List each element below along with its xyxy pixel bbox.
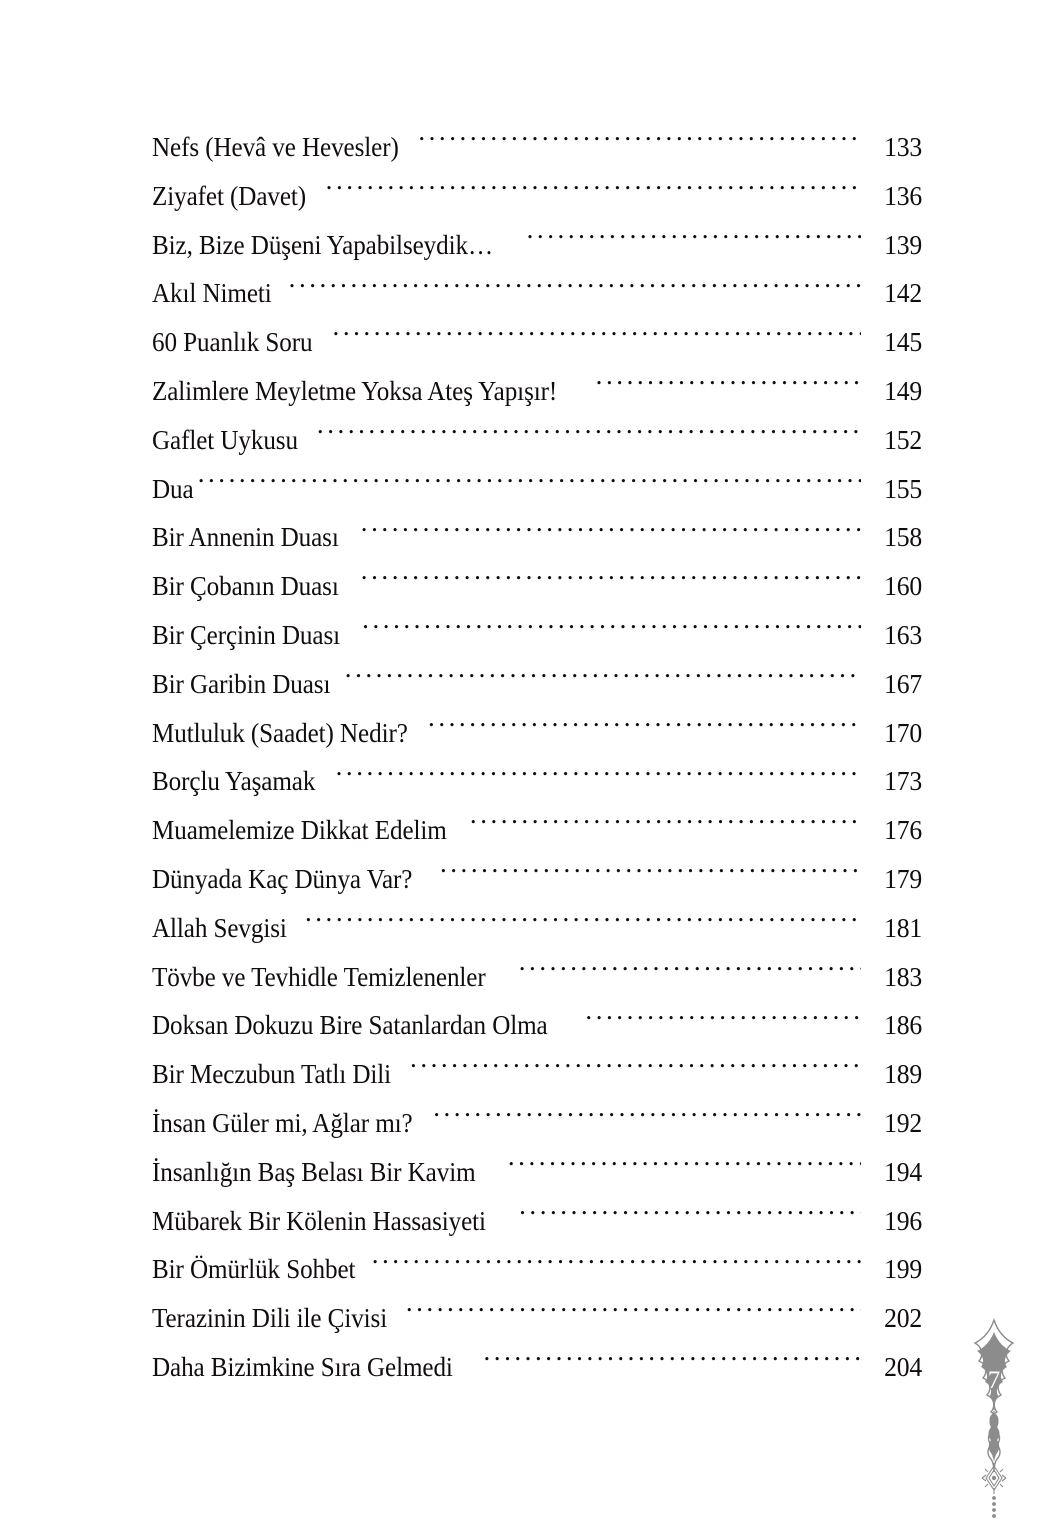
- toc-entry[interactable]: [152, 1050, 922, 1099]
- toc-entry-title: İnsan Güler mi, Ağlar mı?: [152, 1107, 413, 1138]
- toc-dot-leader: [406, 1300, 861, 1327]
- toc-entry-title: Dünyada Kaç Dünya Var?: [152, 863, 413, 894]
- toc-dot-leader: [361, 568, 861, 595]
- toc-entry-title: Mutluluk (Saadet) Nedir?: [152, 717, 408, 748]
- toc-entry-page-number: 136: [884, 180, 922, 211]
- toc-entry-page-number: 142: [884, 278, 922, 309]
- toc-entry[interactable]: [152, 1197, 922, 1246]
- toc-entry[interactable]: [152, 1343, 922, 1392]
- toc-dot-leader: [483, 1349, 861, 1376]
- toc-entry-title: Borçlu Yaşamak: [152, 766, 316, 797]
- toc-dot-leader: [527, 227, 861, 254]
- toc-dot-leader: [428, 715, 861, 742]
- toc-entry[interactable]: [152, 953, 922, 1002]
- toc-dot-leader: [336, 763, 861, 790]
- toc-entry-page-number: 158: [884, 522, 922, 553]
- toc-entry-page-number: 145: [884, 327, 922, 358]
- toc-entry-title: Ziyafet (Davet): [152, 180, 307, 211]
- toc-entry-title: Terazinin Dili ile Çivisi: [152, 1303, 388, 1334]
- toc-entry-page-number: 186: [884, 1010, 922, 1041]
- toc-entry[interactable]: [152, 757, 922, 806]
- ornament-diamond-center: [992, 1476, 996, 1480]
- toc-dot-leader: [470, 812, 861, 839]
- toc-entry-title: Nefs (Hevâ ve Hevesler): [152, 132, 399, 162]
- toc-dot-leader: [333, 324, 861, 351]
- toc-entry[interactable]: [152, 172, 922, 221]
- toc-entry[interactable]: [152, 367, 922, 416]
- toc-dot-leader: [372, 1251, 861, 1278]
- toc-entry-page-number: 192: [884, 1107, 922, 1138]
- toc-entry-title: Dua: [152, 473, 194, 504]
- toc-entry[interactable]: [152, 904, 922, 953]
- toc-entry-page-number: 139: [884, 229, 922, 260]
- toc-entry-title: Bir Garibin Duası: [152, 668, 331, 699]
- toc-entry-title: Biz, Bize Düşeni Yapabilseydik…: [152, 229, 493, 260]
- toc-entry-page-number: 199: [884, 1254, 922, 1285]
- toc-dot-leader: [440, 861, 861, 888]
- toc-dot-leader: [519, 959, 861, 986]
- toc-entry[interactable]: [152, 269, 922, 318]
- toc-entry-title: Bir Annenin Duası: [152, 522, 339, 553]
- toc-dot-leader: [596, 373, 861, 400]
- toc-entry-page-number: 179: [884, 863, 922, 894]
- toc-entry[interactable]: [152, 1294, 922, 1343]
- toc-entry-page-number: 155: [884, 473, 922, 504]
- toc-entry-page-number: 196: [884, 1205, 922, 1236]
- toc-entry-title: Gaflet Uykusu: [152, 424, 298, 455]
- toc-entry[interactable]: [152, 855, 922, 904]
- toc-dot-leader: [410, 1056, 861, 1083]
- toc-entry-title: Tövbe ve Tevhidle Temizlenenler: [152, 961, 486, 992]
- toc-entry-page-number: 202: [884, 1303, 922, 1334]
- toc-entry-page-number: 152: [884, 424, 922, 455]
- toc-entry[interactable]: [152, 660, 922, 709]
- toc-entry-title: Mübarek Bir Kölenin Hassasiyeti: [152, 1205, 486, 1236]
- toc-entry-page-number: 183: [884, 961, 922, 992]
- toc-entry[interactable]: [152, 806, 922, 855]
- toc-entry[interactable]: [152, 1148, 922, 1197]
- toc-entry-title: Akıl Nimeti: [152, 278, 272, 309]
- page-number-ornament: [944, 1316, 1044, 1526]
- toc-entry-page-number: 133: [884, 132, 922, 162]
- folio-ornament-graphic: [944, 1316, 1044, 1526]
- toc-entry-page-number: 181: [884, 912, 922, 943]
- toc-entry-page-number: 170: [884, 717, 922, 748]
- ornament-body: [977, 1332, 1011, 1464]
- folio-page-number: 7: [987, 1367, 1001, 1394]
- toc-dot-leader: [519, 1203, 861, 1230]
- toc-entry-page-number: 194: [884, 1156, 922, 1187]
- toc-entry-title: Allah Sevgisi: [152, 912, 287, 943]
- toc-dot-leader: [198, 471, 861, 498]
- toc-entry[interactable]: [152, 611, 922, 660]
- toc-entry-title: İnsanlığın Baş Belası Bir Kavim: [152, 1156, 476, 1187]
- table-of-contents-list: [152, 123, 922, 1392]
- toc-entry[interactable]: [152, 123, 922, 172]
- toc-entry-page-number: 149: [884, 375, 922, 406]
- toc-entry-title: Doksan Dokuzu Bire Satanlardan Olma: [152, 1010, 548, 1041]
- toc-entry[interactable]: [152, 465, 922, 514]
- toc-dot-leader: [289, 275, 861, 302]
- toc-dot-leader: [418, 129, 861, 156]
- toc-entry-title: Bir Çobanın Duası: [152, 571, 339, 602]
- toc-entry-title: Bir Ömürlük Sohbet: [152, 1254, 356, 1285]
- toc-entry[interactable]: [152, 562, 922, 611]
- toc-dot-leader: [317, 422, 861, 449]
- toc-dot-leader: [508, 1154, 861, 1181]
- toc-dot-leader: [361, 519, 861, 546]
- toc-entry-page-number: 163: [884, 619, 922, 650]
- toc-entry[interactable]: [152, 221, 922, 270]
- toc-entry-page-number: 204: [884, 1351, 922, 1382]
- toc-dot-leader: [433, 1105, 861, 1132]
- toc-entry-page-number: 176: [884, 815, 922, 846]
- toc-dot-leader: [345, 666, 861, 693]
- toc-entry[interactable]: [152, 709, 922, 758]
- toc-entry[interactable]: [152, 1245, 922, 1294]
- toc-entry[interactable]: [152, 318, 922, 367]
- toc-entry-page-number: 173: [884, 766, 922, 797]
- toc-entry-title: Daha Bizimkine Sıra Gelmedi: [152, 1351, 453, 1382]
- toc-dot-leader: [585, 1007, 861, 1034]
- toc-entry[interactable]: [152, 1099, 922, 1148]
- toc-dot-leader: [326, 178, 861, 205]
- toc-dot-leader: [362, 617, 861, 644]
- toc-entry[interactable]: [152, 1001, 922, 1050]
- toc-entry-title: Zalimlere Meyletme Yoksa Ateş Yapışır!: [152, 375, 558, 406]
- toc-entry-page-number: 167: [884, 668, 922, 699]
- toc-entry-title: Bir Meczubun Tatlı Dili: [152, 1059, 392, 1090]
- toc-entry-title: 60 Puanlık Soru: [152, 327, 313, 358]
- toc-dot-leader: [305, 910, 861, 937]
- toc-entry-page-number: 189: [884, 1059, 922, 1090]
- toc-entry-title: Muamelemize Dikkat Edelim: [152, 815, 447, 846]
- toc-entry-page-number: 160: [884, 571, 922, 602]
- toc-entry-title: Bir Çerçinin Duası: [152, 619, 341, 650]
- toc-entry[interactable]: [152, 416, 922, 465]
- toc-entry[interactable]: [152, 513, 922, 562]
